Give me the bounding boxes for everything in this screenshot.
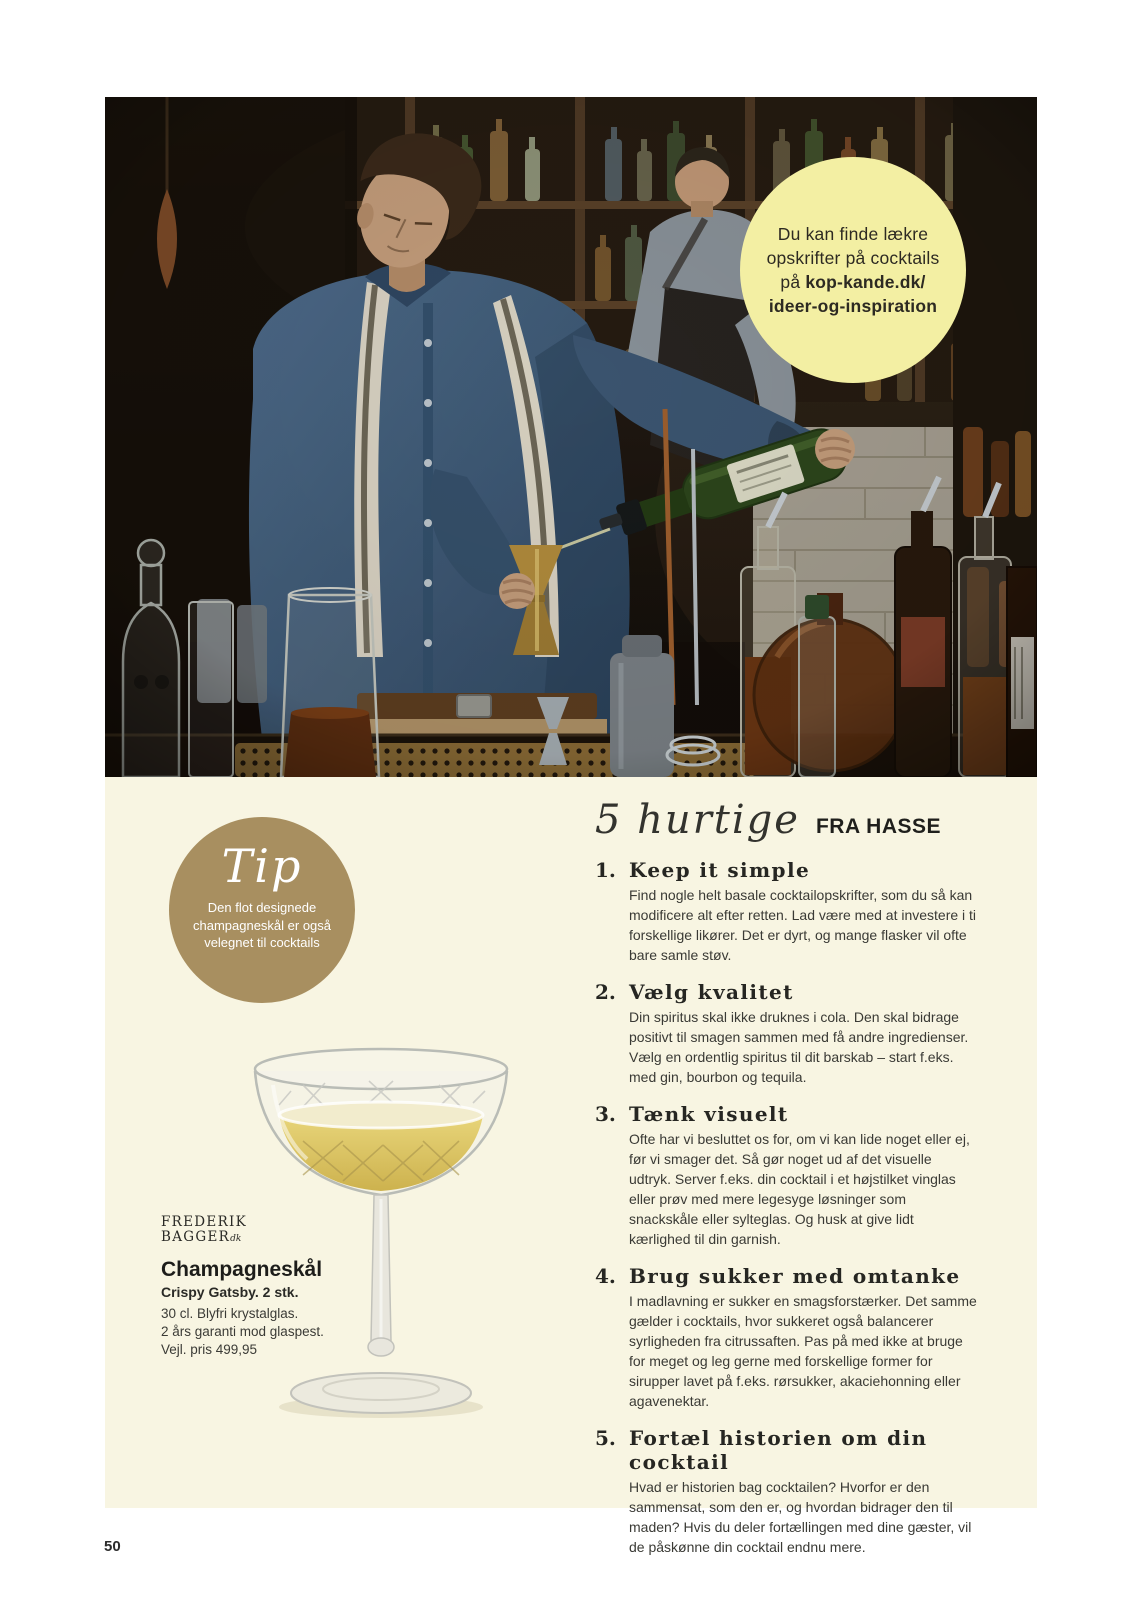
tip-item-2 <box>595 980 977 1087</box>
brand-line-2: BAGGERdk <box>161 1228 242 1245</box>
tip-heading: Fortæl historien om din cocktail <box>629 1426 928 1475</box>
product-spec-2: 2 års garanti mod glaspest. <box>161 1324 324 1340</box>
tip-number: 4. <box>595 1264 616 1289</box>
brand-suffix: dk <box>230 1233 242 1244</box>
product-name: Champagneskål <box>161 1258 323 1282</box>
tip-heading: Vælg kvalitet <box>629 980 794 1005</box>
tips-header <box>595 797 977 843</box>
product-price: Vejl. pris 499,95 <box>161 1342 258 1358</box>
product-info <box>161 1215 421 1357</box>
tip-heading: Keep it simple <box>629 858 811 882</box>
badge-line-2: opskrifter på cocktails <box>766 247 940 268</box>
tips-title-script: 5 hurtige <box>595 797 800 843</box>
tip-heading: Tænk visuelt <box>629 1102 789 1127</box>
tip-number: 3. <box>595 1102 616 1127</box>
page-number: 50 <box>104 1538 121 1555</box>
tip-body: Din spiritus skal ikke druknes i cola. Den skal bidrage positivt til smagen sammen med få andre ingredienser. Vælg en ordentlig spiritus til dit barskab – start f.eks. med gin, bourbon og tequila. <box>629 1009 969 1086</box>
tip-body: Hvad er historien bag cocktailen? Hvorfor er den sammensat, som den er, og hvordan bidrager den til maden? Hvis du deler fortællingen med dine gæster, vil de påskønne din cocktail endnu mere. <box>629 1479 972 1556</box>
badge-line-1: Du kan finde lækre <box>777 223 929 244</box>
info-badge <box>740 157 966 383</box>
tips-column <box>595 797 977 1557</box>
bar-photo <box>105 97 1037 777</box>
tips-title-caps: FRA HASSE <box>815 815 942 838</box>
tip-number: 5. <box>595 1426 616 1451</box>
tip-body: Find nogle helt basale cocktailopskrifter, som du så kan modificere alt efter retten. Lad være med at investere i ti forskellige likører. Det er dyrt, og mange flasker vil ofte bare samle støv. <box>629 887 977 964</box>
tip-body: Ofte har vi besluttet os for, om vi kan lide noget eller ej, før vi smager det. Så gør noget ud af det visuelle udtryk. Server f.eks. din cocktail i et højstilket vinglas eller prøv med mere legesyge løsninger som snackskåle eller sylteglas. Og husk at give lidt kærlighed til din garnish. <box>629 1131 970 1248</box>
info-badge-text <box>767 222 940 319</box>
product-variant: Crispy Gatsby. 2 stk. <box>161 1284 299 1301</box>
tip-heading: Brug sukker med omtanke <box>629 1264 961 1289</box>
tip-body: I madlavning er sukker en smagsforstærker. Det samme gælder i cocktails, hvor sukkeret også balancerer syrligheden fra citrussaften. Pas på med ikke at bruge for meget og leg gerne med forskellige former for sirupper lavet på f.eks. rørsukker, akaciehonning eller agavenektar. <box>629 1293 977 1410</box>
tip-circle <box>169 817 355 1003</box>
product-spec-1: 30 cl. Blyfri krystalglas. <box>161 1306 299 1322</box>
brand-line-1: FREDERIK <box>161 1214 248 1230</box>
tip-number: 2. <box>595 980 616 1005</box>
tip-item-5 <box>595 1426 977 1557</box>
badge-url-part-2: ideer-og-inspiration <box>768 296 938 317</box>
tip-text: Den flot designede champagneskål er også velegnet til cocktails <box>192 900 332 951</box>
badge-url-part-1: kop-kande.dk/ <box>805 272 926 292</box>
tip-title: Tip <box>221 839 303 893</box>
brand-logo <box>161 1215 421 1244</box>
badge-line-3-regular: på <box>780 272 806 292</box>
tip-number: 1. <box>595 858 616 882</box>
tip-item-1 <box>595 858 977 965</box>
tip-item-3 <box>595 1102 977 1249</box>
tip-item-4 <box>595 1264 977 1411</box>
